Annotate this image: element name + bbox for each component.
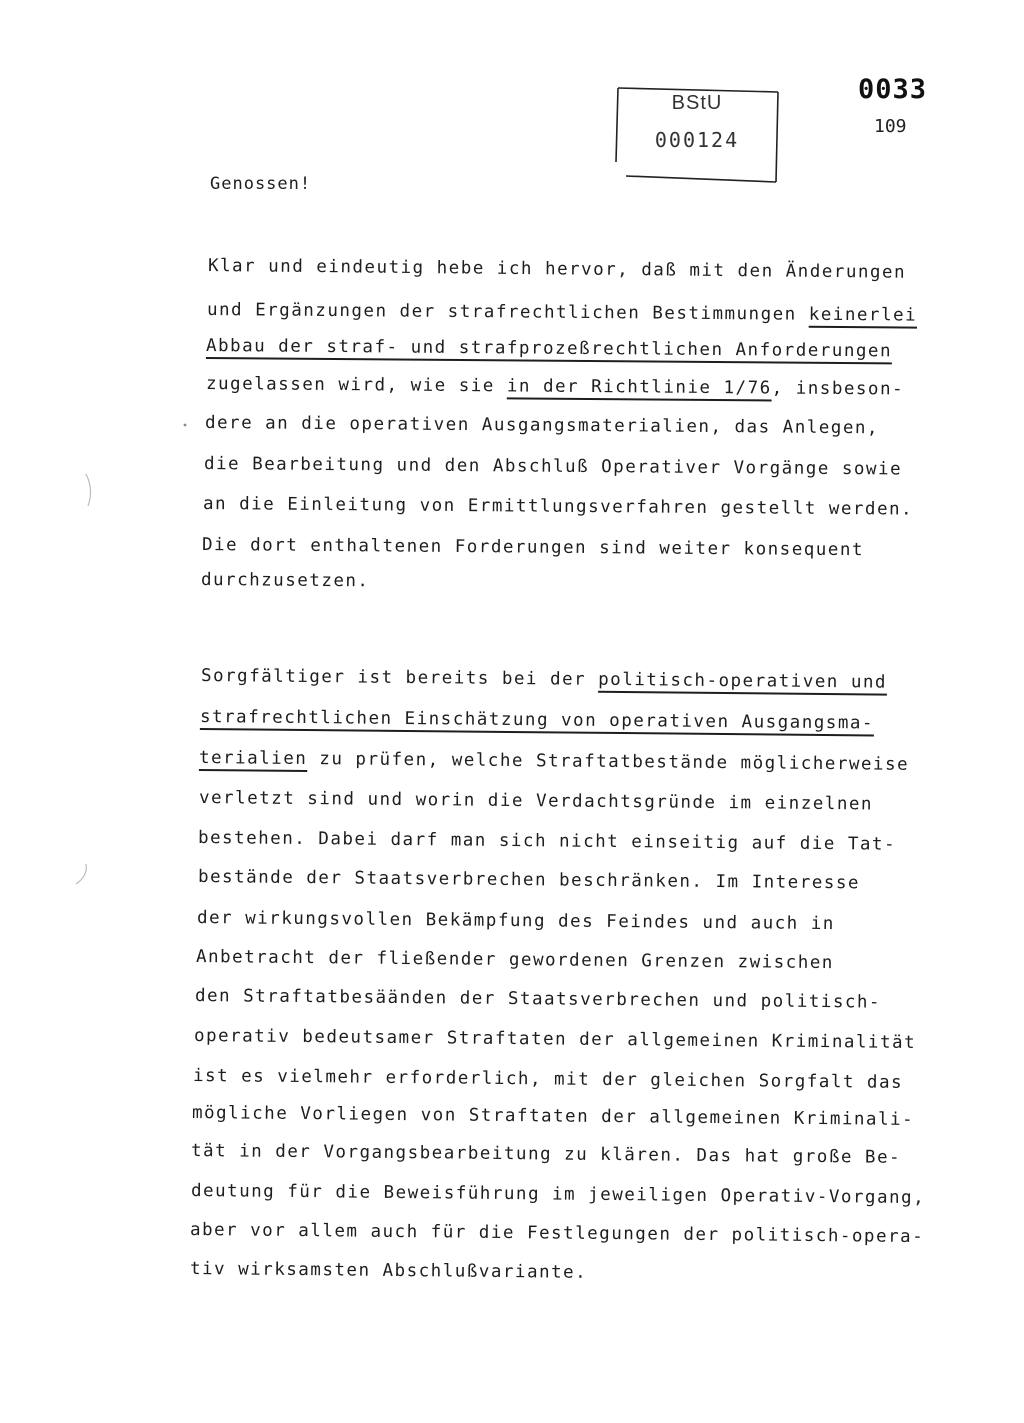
text-line (190, 1259, 587, 1283)
text-segment: operativ bedeutsamer Straftaten der allgemeinen Kriminalität (193, 1026, 917, 1053)
text-segment: Anbetracht der fließender gewordenen Grenzen zwischen (195, 947, 834, 974)
text-segment: tiv wirksamsten Abschlußvariante. (189, 1259, 588, 1283)
text-line (202, 535, 864, 560)
text-segment: deutung für die Beweisführung im jeweiligen Operativ-Vorgang, (190, 1181, 926, 1209)
text-segment: Sorgfältiger ist bereits bei der (200, 666, 599, 690)
text-segment: verletzt sind und worin die Verdachtsgründe im einzelnen (198, 788, 874, 815)
scan-dot (180, 420, 190, 430)
text-segment: zu prüfen, welche Straftatbestände möglicherweise (307, 749, 910, 775)
folio-number: 0033 (858, 74, 928, 105)
text-line (198, 828, 896, 855)
text-line (194, 1026, 916, 1053)
text-line (199, 748, 909, 775)
underlined-text: strafrechtlichen Einschätzung von operativen Ausgangsma- (199, 707, 875, 734)
text-line (193, 1066, 903, 1093)
text-segment: an die Einleitung von Ermittlungsverfahren gestellt werden. (202, 494, 914, 520)
text-line (201, 570, 370, 591)
text-line (192, 1103, 914, 1130)
underlined-text: keinerlei (808, 304, 918, 326)
text-segment: und Ergänzungen der strafrechtlichen Bestimmungen (206, 300, 809, 325)
text-line (206, 336, 892, 361)
text-segment: tät in der Vorgangsbearbeitung zu klären. Das hat große Be- (190, 1141, 902, 1168)
text-segment: zugelassen wird, wie sie (205, 374, 507, 397)
text-line (206, 374, 904, 399)
text-line (201, 666, 887, 693)
text-segment: Klar und eindeutig hebe ich hervor, daß mit den Änderungen (207, 256, 907, 283)
text-segment: durchzusetzen. (200, 570, 370, 592)
text-segment: der wirkungsvollen Bekämpfung des Feindes und auch in (196, 908, 835, 935)
text-line (203, 494, 913, 520)
underlined-text: terialien (198, 748, 308, 770)
text-segment: den Straftatbesäänden der Staatsverbrechen und politisch- (194, 986, 882, 1013)
text-line (204, 454, 902, 479)
salutation: Genossen! (210, 174, 312, 194)
text-segment: dere an die operativen Ausgangsmaterialien, das Anlegen, (204, 413, 880, 439)
text-segment: mögliche Vorliegen von Straftaten der allgemeinen Kriminali- (191, 1103, 915, 1130)
text-line (199, 788, 873, 814)
text-line (197, 908, 835, 934)
scan-mark (70, 860, 94, 890)
text-segment: aber vor allem auch für die Festlegungen der politisch-opera- (189, 1220, 925, 1248)
text-line (191, 1141, 901, 1168)
underlined-text: Abbau der straf- und strafprozeßrechtlichen Anforderungen (205, 336, 893, 362)
text-line (190, 1220, 924, 1247)
text-line (207, 300, 917, 326)
text-line (196, 947, 834, 973)
page-number: 109 (874, 116, 907, 137)
underlined-text: in der Richtlinie 1/76 (506, 376, 772, 399)
text-segment: die Bearbeitung und den Abschluß Operativer Vorgänge sowie (203, 454, 903, 480)
text-segment: ist es vielmehr erforderlich, mit der gleichen Sorgfalt das (192, 1066, 904, 1093)
text-segment: bestehen. Dabei darf man sich nicht einseitig auf die Tat- (197, 828, 897, 855)
text-line (205, 413, 879, 438)
text-segment: bestände der Staatsverbrechen beschränken. Im Interesse (197, 867, 861, 894)
text-line (195, 986, 881, 1013)
stamp-org: BStU (671, 92, 723, 114)
text-line (191, 1181, 925, 1208)
underlined-text: politisch-operativen und (598, 669, 888, 693)
text-line (198, 867, 860, 893)
archive-stamp (612, 84, 780, 184)
text-segment: Die dort enthaltenen Forderungen sind weiter konsequent (201, 535, 865, 561)
stamp-number: 000124 (654, 128, 740, 152)
text-line (208, 256, 906, 283)
text-segment: , insbeson- (771, 378, 905, 400)
scan-mark (80, 470, 100, 510)
text-line (200, 707, 874, 733)
